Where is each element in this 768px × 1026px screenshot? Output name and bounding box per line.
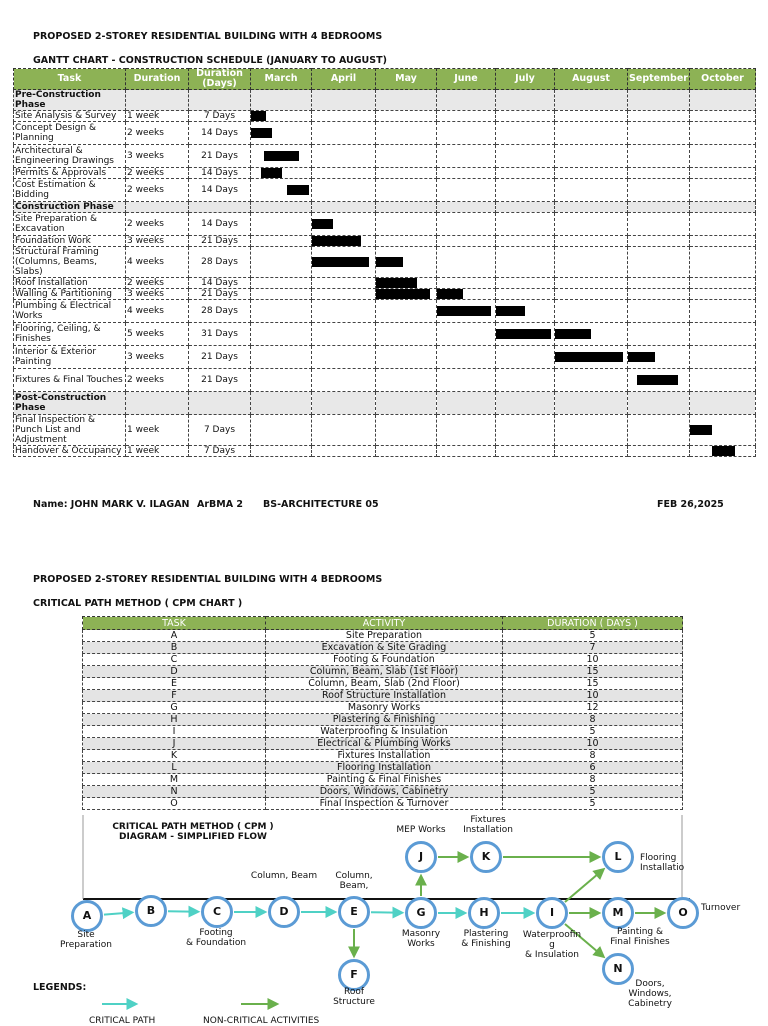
cpm-node-label: Roof Structure <box>309 987 399 1007</box>
task-duration: 2 weeks <box>126 122 189 145</box>
cpm-node-e: E <box>338 896 370 928</box>
cpm-task: B <box>83 642 266 654</box>
task-name: Construction Phase <box>14 202 126 213</box>
cpm-node-h: H <box>468 897 500 929</box>
cpm-duration: 10 <box>503 654 683 666</box>
cpm-node-label: Flooring Installatio <box>640 853 684 873</box>
gantt-header-cell: June <box>437 69 496 90</box>
gantt-subtitle: GANTT CHART - CONSTRUCTION SCHEDULE (JANUARY TO AUGUST) <box>33 55 387 66</box>
cpm-node-a: A <box>71 900 103 932</box>
gantt-header-cell: May <box>376 69 437 90</box>
cpm-task: M <box>83 774 266 786</box>
task-days: 31 Days <box>189 323 251 346</box>
task-duration: 3 weeks <box>126 346 189 369</box>
task-duration: 2 weeks <box>126 369 189 392</box>
cpm-page-title: PROPOSED 2-STOREY RESIDENTIAL BUILDING WITH 4 BEDROOMS <box>33 574 382 585</box>
task-days: 7 Days <box>189 111 251 122</box>
cpm-node-label: Column, Beam <box>239 871 329 881</box>
cpm-duration: 8 <box>503 774 683 786</box>
cpm-node-f: F <box>338 959 370 991</box>
task-duration: 4 weeks <box>126 247 189 278</box>
footer-program: BS-ARCHITECTURE 05 <box>263 499 379 510</box>
task-duration: 1 week <box>126 415 189 446</box>
task-name: Permits & Approvals <box>14 168 126 179</box>
cpm-task: O <box>83 798 266 810</box>
task-days: 14 Days <box>189 213 251 236</box>
cpm-node-label: Doors, Windows, Cabinetry <box>605 979 695 1009</box>
cpm-node-m: M <box>602 897 634 929</box>
task-duration: 3 weeks <box>126 236 189 247</box>
cpm-node-label: MEP Works <box>376 825 466 835</box>
legend-noncritical-label: NON-CRITICAL ACTIVITIES <box>203 1016 319 1026</box>
cpm-header-cell: TASK <box>83 617 266 630</box>
cpm-duration: 15 <box>503 666 683 678</box>
cpm-task: N <box>83 786 266 798</box>
task-name: Concept Design & Planning <box>14 122 126 145</box>
footer-class: ArBMA 2 <box>197 499 243 510</box>
cpm-duration: 5 <box>503 726 683 738</box>
cpm-node-n: N <box>602 953 634 985</box>
task-duration: 4 weeks <box>126 300 189 323</box>
cpm-duration: 8 <box>503 750 683 762</box>
cpm-node-label: Site Preparation <box>41 930 131 950</box>
task-duration: 2 weeks <box>126 278 189 289</box>
cpm-node-j: J <box>405 841 437 873</box>
cpm-node-l: L <box>602 841 634 873</box>
cpm-duration: 15 <box>503 678 683 690</box>
cpm-activity: Masonry Works <box>266 702 503 714</box>
cpm-task: K <box>83 750 266 762</box>
task-name: Pre-Construction Phase <box>14 90 126 111</box>
cpm-activity: Site Preparation <box>266 630 503 642</box>
task-days: 14 Days <box>189 179 251 202</box>
cpm-node-g: G <box>405 897 437 929</box>
cpm-task: I <box>83 726 266 738</box>
cpm-node-label: Footing & Foundation <box>171 928 261 948</box>
diagram-title: CRITICAL PATH METHOD ( CPM ) DIAGRAM - SIMPLIFIED FLOW <box>108 822 278 842</box>
task-duration: 3 weeks <box>126 145 189 168</box>
cpm-node-label: Plastering & Finishing <box>441 929 531 949</box>
legend-title: LEGENDS: <box>33 982 86 993</box>
cpm-duration: 12 <box>503 702 683 714</box>
cpm-node-d: D <box>268 896 300 928</box>
cpm-task: E <box>83 678 266 690</box>
gantt-header-cell: Task <box>14 69 126 90</box>
cpm-activity: Fixtures Installation <box>266 750 503 762</box>
task-days: 28 Days <box>189 300 251 323</box>
cpm-duration: 5 <box>503 630 683 642</box>
task-name: Architectural & Engineering Drawings <box>14 145 126 168</box>
cpm-activity: Painting & Final Finishes <box>266 774 503 786</box>
task-name: Cost Estimation & Bidding <box>14 179 126 202</box>
task-duration: 5 weeks <box>126 323 189 346</box>
page-title: PROPOSED 2-STOREY RESIDENTIAL BUILDING WITH 4 BEDROOMS <box>33 31 382 42</box>
task-days: 21 Days <box>189 346 251 369</box>
cpm-header-cell: ACTIVITY <box>266 617 503 630</box>
cpm-task: H <box>83 714 266 726</box>
gantt-header-cell: October <box>690 69 756 90</box>
gantt-header-cell: July <box>496 69 555 90</box>
cpm-header-cell: DURATION ( DAYS ) <box>503 617 683 630</box>
cpm-node-label: Masonry Works <box>376 929 466 949</box>
task-days: 14 Days <box>189 278 251 289</box>
cpm-task: A <box>83 630 266 642</box>
task-duration: 2 weeks <box>126 213 189 236</box>
task-name: Final Inspection & Punch List and Adjustment <box>14 415 126 446</box>
task-days: 7 Days <box>189 446 251 457</box>
cpm-task: F <box>83 690 266 702</box>
cpm-activity: Plastering & Finishing <box>266 714 503 726</box>
gantt-header-cell: Duration (Days) <box>189 69 251 90</box>
legend-critical-label: CRITICAL PATH <box>89 1016 155 1026</box>
cpm-node-c: C <box>201 896 233 928</box>
cpm-duration: 8 <box>503 714 683 726</box>
task-days: 21 Days <box>189 145 251 168</box>
footer-name: Name: JOHN MARK V. ILAGAN <box>33 499 190 510</box>
cpm-node-label: Column, Beam, <box>309 871 399 891</box>
cpm-task: C <box>83 654 266 666</box>
cpm-activity: Column, Beam, Slab (2nd Floor) <box>266 678 503 690</box>
cpm-duration: 7 <box>503 642 683 654</box>
cpm-node-i: I <box>536 897 568 929</box>
footer-date: FEB 26,2025 <box>657 499 724 510</box>
task-name: Foundation Work <box>14 236 126 247</box>
task-name: Interior & Exterior Painting <box>14 346 126 369</box>
task-duration: 1 week <box>126 446 189 457</box>
cpm-activity: Roof Structure Installation <box>266 690 503 702</box>
cpm-task: D <box>83 666 266 678</box>
task-days: 14 Days <box>189 168 251 179</box>
task-days: 21 Days <box>189 289 251 300</box>
cpm-node-k: K <box>470 841 502 873</box>
cpm-subtitle: CRITICAL PATH METHOD ( CPM CHART ) <box>33 598 242 609</box>
cpm-activity: Flooring Installation <box>266 762 503 774</box>
cpm-node-label: Fixtures Installation <box>443 815 533 835</box>
task-days: 7 Days <box>189 415 251 446</box>
task-name: Handover & Occupancy <box>14 446 126 457</box>
cpm-activity: Final Inspection & Turnover <box>266 798 503 810</box>
cpm-activity: Waterproofing & Insulation <box>266 726 503 738</box>
task-days: 21 Days <box>189 236 251 247</box>
task-name: Roof Installation <box>14 278 126 289</box>
task-duration: 1 week <box>126 111 189 122</box>
task-days: 21 Days <box>189 369 251 392</box>
task-days: 28 Days <box>189 247 251 278</box>
task-name: Plumbing & Electrical Works <box>14 300 126 323</box>
cpm-activity: Excavation & Site Grading <box>266 642 503 654</box>
task-name: Fixtures & Final Touches <box>14 369 126 392</box>
task-name: Site Preparation & Excavation <box>14 213 126 236</box>
cpm-duration: 5 <box>503 786 683 798</box>
gantt-header-cell: Duration <box>126 69 189 90</box>
cpm-duration: 5 <box>503 798 683 810</box>
cpm-duration: 10 <box>503 690 683 702</box>
gantt-header-cell: March <box>251 69 312 90</box>
task-duration: 2 weeks <box>126 168 189 179</box>
task-name: Walling & Partitioning <box>14 289 126 300</box>
task-name: Structural Framing (Columns, Beams, Slabs) <box>14 247 126 278</box>
cpm-task: G <box>83 702 266 714</box>
task-duration: 3 weeks <box>126 289 189 300</box>
cpm-node-label: Turnover <box>701 903 740 913</box>
cpm-task: J <box>83 738 266 750</box>
cpm-duration: 6 <box>503 762 683 774</box>
cpm-duration: 10 <box>503 738 683 750</box>
cpm-node-b: B <box>135 895 167 927</box>
cpm-activity: Column, Beam, Slab (1st Floor) <box>266 666 503 678</box>
task-duration: 2 weeks <box>126 179 189 202</box>
task-days: 14 Days <box>189 122 251 145</box>
cpm-edge <box>565 869 604 902</box>
gantt-header-cell: September <box>628 69 690 90</box>
cpm-node-o: O <box>667 897 699 929</box>
gantt-header-cell: April <box>312 69 376 90</box>
task-name: Site Analysis & Survey <box>14 111 126 122</box>
cpm-activity: Doors, Windows, Cabinetry <box>266 786 503 798</box>
cpm-task: L <box>83 762 266 774</box>
gantt-header-cell: August <box>555 69 628 90</box>
task-name: Flooring, Ceiling, & Finishes <box>14 323 126 346</box>
cpm-edge <box>104 912 132 914</box>
cpm-activity: Electrical & Plumbing Works <box>266 738 503 750</box>
cpm-node-label: Waterproofin g & Insulation <box>507 930 597 960</box>
cpm-activity: Footing & Foundation <box>266 654 503 666</box>
task-name: Post-Construction Phase <box>14 392 126 415</box>
cpm-node-label: Painting & Final Finishes <box>595 927 685 947</box>
